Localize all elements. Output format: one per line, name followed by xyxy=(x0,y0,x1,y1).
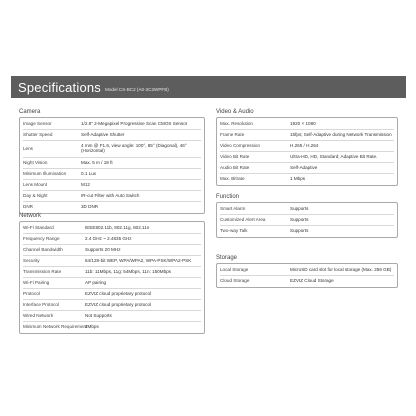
row-value: Supports xyxy=(290,217,309,222)
row-value: Self-Adaptive Shutter xyxy=(81,132,125,137)
row-value: Self-Adaptive xyxy=(290,165,318,170)
row-label: Audio Bit Rate xyxy=(220,165,250,170)
table-row xyxy=(220,119,394,130)
table-row xyxy=(220,226,394,236)
row-value: 2.4 GHz ~ 2.4835 GHz xyxy=(85,236,132,241)
section-title: Camera xyxy=(19,109,41,115)
row-label: Local Storage xyxy=(220,267,249,272)
row-label: Minimum Network Requirement xyxy=(23,324,88,329)
row-value: MicroSD card slot for local storage (Max. 256 GB) xyxy=(290,267,392,272)
spec-table xyxy=(216,263,398,288)
table-row xyxy=(23,245,201,256)
row-value: 2Mbps xyxy=(85,324,99,329)
table-row xyxy=(23,311,201,322)
row-value: IR-cut Filter with Auto Switch xyxy=(81,193,140,198)
row-label: Wi-Fi Pairing xyxy=(23,280,50,285)
row-value: 4 mm @ F1.6, view angle: 100°, 85° (Diagonal), 46° (Horizontal) xyxy=(81,143,187,154)
row-value: 1/2.8" 2-Megapixel Progressive Scan CMOS Sensor xyxy=(81,121,188,126)
table-row xyxy=(23,119,201,130)
table-row xyxy=(220,204,394,215)
row-value: EZVIZ Cloud Storage xyxy=(290,278,334,283)
spec-table xyxy=(19,221,205,334)
table-row xyxy=(23,278,201,289)
table-row xyxy=(23,141,201,158)
row-value: 1920 × 1080 xyxy=(290,121,316,126)
table-row xyxy=(23,256,201,267)
model-label: Model CS-BC2 (A0-2C2WPFB) xyxy=(105,86,169,92)
table-row xyxy=(23,191,201,202)
row-label: Protocol xyxy=(23,291,40,296)
table-row xyxy=(23,180,201,191)
row-label: Wired Network xyxy=(23,313,54,318)
section-title: Storage xyxy=(216,255,238,261)
table-row xyxy=(220,152,394,163)
row-label: Video Compression xyxy=(220,143,261,148)
row-value: Max. 5 m / 18 ft xyxy=(81,160,113,165)
row-label: Frequency Range xyxy=(23,236,60,241)
row-value: Ultra-HD, HD, Standard; Adaptive Bit Rate. xyxy=(290,154,378,159)
row-label: Max. Resolution xyxy=(220,121,253,126)
page-title: Specifications xyxy=(18,79,102,95)
row-label: Transmission Rate xyxy=(23,269,62,274)
row-label: Lens Mount xyxy=(23,182,48,187)
row-label: Shutter Speed xyxy=(23,132,53,137)
table-row xyxy=(23,267,201,278)
table-row xyxy=(23,202,201,212)
row-label: Frame Rate xyxy=(220,132,245,137)
row-value: 64/128-bit WEP, WPA/WPA2, WPA-PSK/WPA2-PSK xyxy=(85,258,192,263)
row-label: Day & Night xyxy=(23,193,48,198)
row-value: Supports xyxy=(290,228,309,233)
row-value: M12 xyxy=(81,182,90,187)
row-label: Security xyxy=(23,258,40,263)
table-row xyxy=(23,300,201,311)
row-value: 3D DNR xyxy=(81,204,99,209)
row-value: H.265 / H.264 xyxy=(290,143,319,148)
row-value: 11b: 11Mbps, 11g: 54Mbps, 11n: 150Mbps xyxy=(85,269,171,274)
row-label: Image Sensor xyxy=(23,121,52,126)
row-value: IEEE802.11b, 802.11g, 802.11n xyxy=(85,225,150,230)
row-label: Smart Alarm xyxy=(220,206,246,211)
storage-section xyxy=(216,254,398,288)
table-row xyxy=(23,234,201,245)
row-label: Video Bit Rate xyxy=(220,154,250,159)
row-label: Minimum Illumination xyxy=(23,171,67,176)
row-label: Two-way Talk xyxy=(220,228,248,233)
table-row xyxy=(23,169,201,180)
row-label: Lens xyxy=(23,146,33,151)
table-row xyxy=(23,223,201,234)
table-row xyxy=(220,276,394,286)
row-label: Interface Protocol xyxy=(23,302,60,307)
spec-table xyxy=(19,117,205,214)
table-row xyxy=(23,322,201,332)
table-row xyxy=(220,174,394,184)
row-value: AP pairing xyxy=(85,280,107,285)
row-label: Channel Bandwidth xyxy=(23,247,63,252)
row-label: DNR xyxy=(23,204,33,209)
video-audio-section xyxy=(216,108,398,186)
section-title: Function xyxy=(216,194,240,200)
row-value: EZVIZ cloud proprietary protocol xyxy=(85,291,152,296)
camera-section xyxy=(19,108,205,214)
row-value: 0.1 Lux xyxy=(81,171,97,176)
table-row xyxy=(220,141,394,152)
row-value: Not Supports xyxy=(85,313,112,318)
table-row xyxy=(23,158,201,169)
row-label: Wi-Fi Standard xyxy=(23,225,54,230)
row-label: Max. Bitrate xyxy=(220,176,245,181)
table-row xyxy=(220,215,394,226)
specifications-header xyxy=(11,76,406,98)
table-row xyxy=(220,163,394,174)
row-value: 15fps; Self-Adaptive during Network Transmission xyxy=(290,132,392,137)
row-label: Night Vision xyxy=(23,160,48,165)
row-value: EZVIZ cloud proprietary protocol xyxy=(85,302,152,307)
table-row xyxy=(220,130,394,141)
row-label: Customized Alert Area xyxy=(220,217,266,222)
table-row xyxy=(220,265,394,276)
network-section xyxy=(19,212,205,334)
row-label: Cloud Storage xyxy=(220,278,250,283)
row-value: 1 Mbps xyxy=(290,176,306,181)
row-value: Supports xyxy=(290,206,309,211)
spec-table xyxy=(216,202,398,238)
row-value: Supports 20 MHz xyxy=(85,247,121,252)
table-row xyxy=(23,289,201,300)
function-section xyxy=(216,193,398,238)
section-title: Network xyxy=(19,213,42,219)
section-title: Video & Audio xyxy=(216,109,254,115)
spec-table xyxy=(216,117,398,186)
table-row xyxy=(23,130,201,141)
